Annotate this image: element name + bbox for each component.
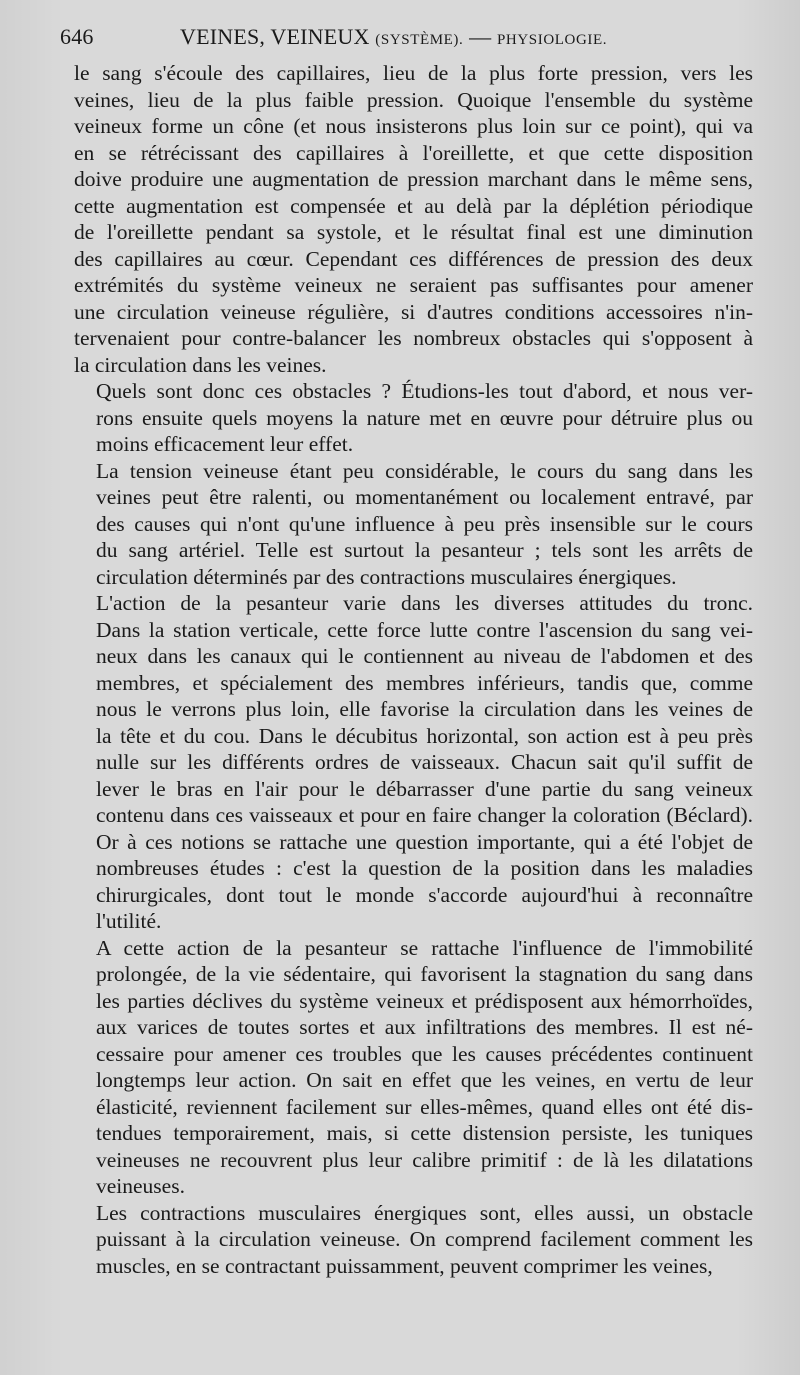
text-line: veines, lieu de la plus faible pression. Quoique l'ensemble du système [74,87,753,112]
text-line: la tête et du cou. Dans le décubitus horizontal, son action est à peu près [96,723,753,748]
text-line: Les contractions musculaires énergiques sont, elles aussi, un obstacle [96,1200,753,1225]
text-line: extrémités du système veineux ne seraient pas suffisantes pour amener [74,273,753,297]
text-line: moins efficacement leur effet. [96,432,354,456]
text-line: élasticité, reviennent facilement sur elles-mêmes, quand elles ont été dis- [96,1094,753,1119]
text-line: du sang artériel. Telle est surtout la pesanteur ; tels sont les arrêts de [96,538,753,562]
text-line: La tension veineuse étant peu considérable, le cours du sang dans les [96,458,753,483]
running-title [180,24,752,50]
text-line: les parties déclives du système veineux et prédisposent aux hémorrhoïdes, [96,988,753,1013]
text-line: lever le bras en l'air pour le débarrasser d'une partie du sang veineux [96,776,753,801]
text-line: doive produire une augmentation de pression marchant dans le même sens, [74,167,753,191]
title-main: VEINES, VEINEUX [180,24,370,49]
text-line: Quels sont donc ces obstacles ? Étudions-les tout d'abord, et nous ver- [96,379,753,403]
text-line: prolongée, de la vie sédentaire, qui favorisent la stagnation du sang dans [96,962,753,986]
text-line: tervenaient pour contre-balancer les nombreux obstacles qui s'opposent à [74,326,753,350]
text-line: des capillaires au cœur. Cependant ces différences de pression des deux [74,246,753,271]
text-line: veines peut être ralenti, ou momentanément ou localement entravé, par [96,485,753,509]
text-line: le sang s'écoule des capillaires, lieu de la plus forte pression, vers les [74,61,753,85]
text-line: de l'oreillette pendant sa systole, et le résultat final est une diminution [74,220,753,244]
title-dash: — [469,24,492,49]
text-line: puissant à la circulation veineuse. On comprend facilement comment les [96,1227,753,1251]
paragraph [74,1200,753,1280]
text-line: nombreuses études : c'est la question de la position dans les maladies [96,856,753,880]
text-line: circulation déterminés par des contractions musculaires énergiques. [96,564,677,589]
text-line: en se rétrécissant des capillaires à l'oreillette, et que cette disposition [74,140,753,165]
page-number: 646 [60,24,94,49]
text-line: membres, et spécialement des membres inférieurs, tandis que, comme [96,670,753,695]
text-line: la circulation dans les veines. [74,352,327,377]
text-line: aux varices de toutes sortes et aux infiltrations des membres. Il est né- [96,1015,753,1039]
paragraph [74,590,753,935]
text-line: nulle sur les différents ordres de vaisseaux. Chacun sait qu'il suffit de [96,750,753,774]
text-line: A cette action de la pesanteur se rattache l'influence de l'immobilité [96,935,753,960]
text-line: nous le verrons plus loin, elle favorise la circulation dans les veines de [96,697,753,721]
text-line: contenu dans ces vaisseaux et pour en faire changer la coloration (Béclard). [96,803,753,827]
text-line: rons ensuite quels moyens la nature met en œuvre pour détruire plus ou [96,405,753,430]
text-line: cette augmentation est compensée et au delà par la déplétion périodique [74,193,753,218]
running-header [60,24,752,56]
text-line: veineux forme un cône (et nous insisterons plus loin sur ce point), qui va [74,114,753,138]
text-line: veineuses ne recouvrent plus leur calibre primitif : de là les dilatations [96,1147,753,1172]
text-line: tendues temporairement, mais, si cette distension persiste, les tuniques [96,1121,753,1145]
text-line: longtemps leur action. On sait en effet que les veines, en vertu de leur [96,1068,753,1092]
paragraph [74,378,753,458]
text-line: L'action de la pesanteur varie dans les diverses attitudes du tronc. [96,591,753,615]
text-line: neux dans les canaux qui le contiennent au niveau de l'abdomen et des [96,644,753,668]
paragraph [74,935,753,1200]
title-sub: (SYSTÈME). [375,32,464,48]
text-line: une circulation veineuse régulière, si d'autres conditions accessoires n'in- [74,299,753,324]
text-line: l'utilité. [96,909,162,933]
paragraph [74,60,753,378]
text-line: veineuses. [96,1174,185,1198]
section-name: PHYSIOLOGIE. [496,32,608,48]
text-line: des causes qui n'ont qu'une influence à peu près insensible sur le cours [96,511,753,536]
text-line: Dans la station verticale, cette force lutte contre l'ascension du sang vei- [96,617,753,642]
text-line: Or à ces notions se rattache une question importante, qui a été l'objet de [96,829,753,854]
body-text [74,60,753,1279]
paragraph [74,458,753,591]
text-line: cessaire pour amener ces troubles que les causes précédentes continuent [96,1041,753,1066]
text-line: muscles, en se contractant puissamment, peuvent comprimer les veines, [96,1253,713,1278]
text-line: chirurgicales, dont tout le monde s'accorde aujourd'hui à reconnaître [96,882,753,907]
